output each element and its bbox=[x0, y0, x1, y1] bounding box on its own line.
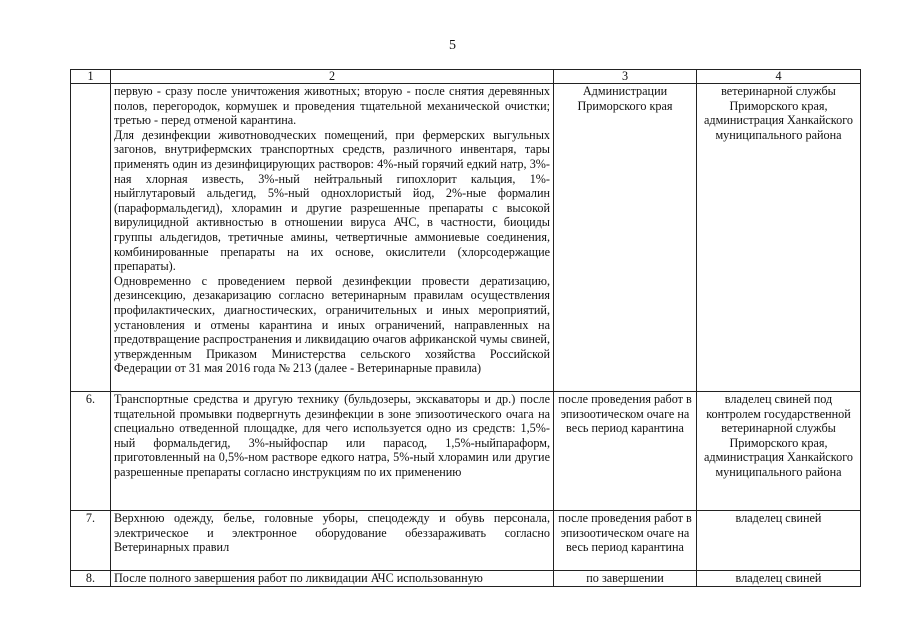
measure-paragraph: Транспортные средства и другую технику (бульдозеры, экскаваторы и др.) после тщательной промывки подвергнуть дезинфекции в зоне эпизоотического очага на специально отведенной площадке, для чего используется одно из средств: 1,5%-ный формальдегид, 3%-ныйфоспар или парасод, 1,5%-ныйпараформ, приготовленный на 0,5%-ном растворе едкого натра, 5%-ный хлорамин или другие разрешенные препараты согласно инструкциям по их применению bbox=[114, 392, 550, 479]
measure-text bbox=[111, 84, 554, 392]
term-cell: Администрации Приморского края bbox=[554, 84, 697, 392]
measure-paragraph: Для дезинфекции животноводческих помещений, при фермерских выгульных загонов, внутрифермских транспортных средств, различного инвентаря, тары применять один из дезинфицирующих растворов: 4%-ный горячий едкий натр, 3%-ная хлорная известь, 3%-ный нейтральный гипохлорит кальция, 1%-ныйглутаровый альдегид, 5%-ный однохлористый йод, 2%-ные формалин (параформальдегид), хлорамин и другие разрешенные препараты с высокой вирулицидной активностью в отношении вируса АЧС, в частности, биоциды группы альдегидов, третичные амины, четвертичные аммониевые соединения, комбинированные препараты на их основе, окислители (хлорсодержащие препараты). bbox=[114, 127, 550, 274]
header-cell-1: 1 bbox=[71, 70, 111, 84]
table-row bbox=[71, 511, 861, 571]
responsible-cell: владелец свиней bbox=[697, 511, 861, 571]
row-number bbox=[71, 84, 111, 392]
term-cell: по завершении bbox=[554, 571, 697, 587]
measure-text bbox=[111, 571, 554, 587]
page-number: 5 bbox=[449, 38, 456, 53]
term-cell: после проведения работ в эпизоотическом очаге на весь период карантина bbox=[554, 511, 697, 571]
term-cell: после проведения работ в эпизоотическом очаге на весь период карантина bbox=[554, 392, 697, 511]
measure-paragraph: Верхнюю одежду, белье, головные уборы, спецодежду и обувь персонала, электрическое и электронное оборудование обеззараживать согласно Ветеринарных правил bbox=[114, 511, 550, 555]
measure-text bbox=[111, 511, 554, 571]
measure-paragraph: первую - сразу после уничтожения животных; вторую - после снятия деревянных полов, перегородок, кормушек и проведения тщательной механической очистки; третью - перед отменой карантина. bbox=[114, 84, 550, 128]
table-row bbox=[71, 84, 861, 392]
table-row bbox=[71, 571, 861, 587]
header-cell-4: 4 bbox=[697, 70, 861, 84]
row-number: 7. bbox=[71, 511, 111, 571]
header-cell-3: 3 bbox=[554, 70, 697, 84]
measures-table bbox=[70, 69, 861, 587]
responsible-cell: владелец свиней под контролем государственной ветеринарной службы Приморского края, администрация Ханкайского муниципального района bbox=[697, 392, 861, 511]
measure-text bbox=[111, 392, 554, 511]
table-row bbox=[71, 392, 861, 511]
row-number: 6. bbox=[71, 392, 111, 511]
row-number: 8. bbox=[71, 571, 111, 587]
responsible-cell: ветеринарной службы Приморского края, администрация Ханкайского муниципального района bbox=[697, 84, 861, 392]
responsible-cell: владелец свиней bbox=[697, 571, 861, 587]
measure-paragraph: Одновременно с проведением первой дезинфекции провести дератизацию, дезинсекцию, дезакаризацию согласно ветеринарным правилам осуществления профилактических, диагностических, ограничительных и иных мероприятий, установления и отмены карантина и иных ограничений, направленных на предотвращение распространения и ликвидацию очагов африканской чумы свиней, утвержденным Приказом Министерства сельского хозяйства Российской Федерации от 31 мая 2016 года № 213 (далее - Ветеринарные правила) bbox=[114, 273, 550, 376]
header-cell-2: 2 bbox=[111, 70, 554, 84]
measure-paragraph: После полного завершения работ по ликвидации АЧС использованную bbox=[114, 571, 483, 585]
table-header-row bbox=[71, 70, 861, 84]
